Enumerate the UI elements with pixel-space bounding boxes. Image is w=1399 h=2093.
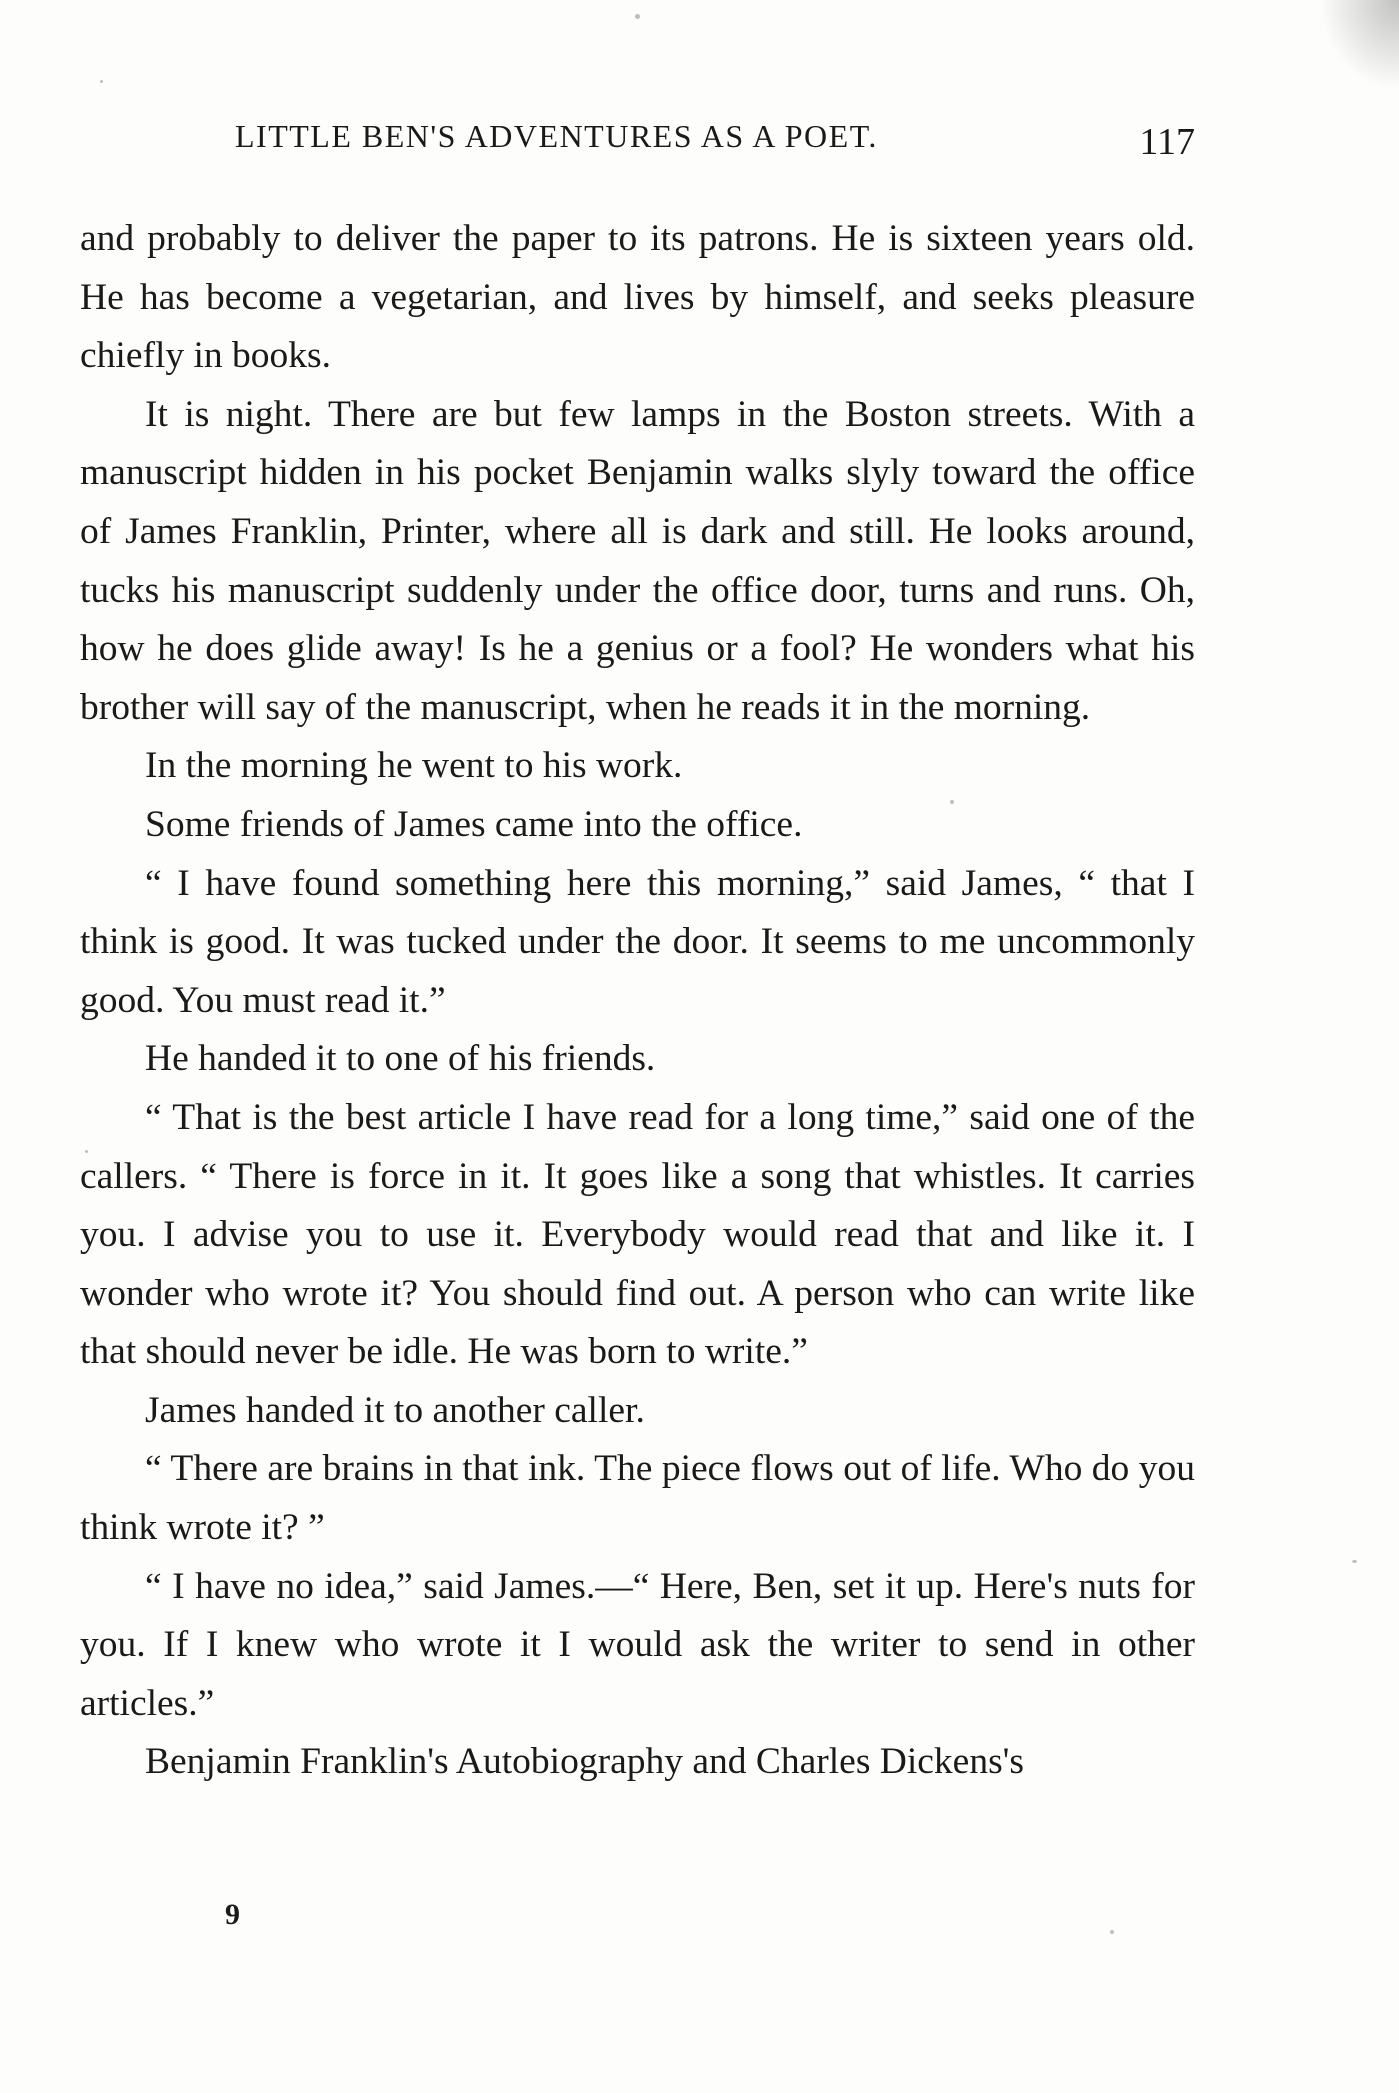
body-text — [80, 210, 1195, 1792]
signature-mark: 9 — [225, 1898, 240, 1931]
paragraph: “ There are brains in that ink. The piece flows out of life. Who do you think wrote it? ” — [80, 1448, 1195, 1549]
paragraph: James handed it to another caller. — [145, 1389, 645, 1431]
paragraph: “ That is the best article I have read for a long time,” said one of the callers. “ There is force in it. It goes like a song that whistles. It carries you. I advise you to use it. Everybody would read that and like it. I wonder who wrote it? You should find out. A person who can write like that should never be idle. He was born to write.” — [80, 1096, 1195, 1373]
scan-speck — [1110, 1930, 1114, 1934]
paragraph: and probably to deliver the paper to its patrons. He is sixteen years old. He has become a vegetarian, and lives by himself, and seeks pleasure chiefly in books. — [80, 218, 1195, 377]
running-head: LITTLE BEN'S ADVENTURES AS A POET. — [235, 118, 878, 154]
paragraph: In the morning he went to his work. — [145, 745, 683, 787]
page-number: 117 — [1139, 121, 1195, 163]
scan-corner-noise — [1319, 0, 1399, 90]
scan-speck — [1352, 1560, 1357, 1563]
scan-speck — [950, 800, 954, 804]
paragraph: He handed it to one of his friends. — [145, 1038, 656, 1080]
paragraph: Benjamin Franklin's Autobiography and Charles Dickens's — [145, 1741, 1025, 1783]
paragraph: “ I have no idea,” said James.—“ Here, Ben, set it up. Here's nuts for you. If I knew who wrote it I would ask the writer to send in other articles.” — [80, 1565, 1195, 1724]
scan-speck — [85, 1150, 88, 1153]
paragraph: It is night. There are but few lamps in the Boston streets. With a manuscript hidden in his pocket Benjamin walks slyly toward the office of James Franklin, Printer, where all is dark and still. He looks around, tucks his manuscript suddenly under the office door, turns and runs. Oh, how he does glide away! Is he a genius or a fool? He wonders what his brother will say of the manuscript, when he reads it in the morning. — [80, 393, 1195, 728]
scan-speck — [635, 14, 640, 19]
paragraph: “ I have found something here this morning,” said James, “ that I think is good. It was tucked under the door. It seems to me uncommonly good. You must read it.” — [80, 862, 1195, 1021]
paragraph: Some friends of James came into the office. — [145, 803, 803, 845]
scan-speck — [100, 80, 103, 83]
page-header — [80, 118, 1195, 178]
